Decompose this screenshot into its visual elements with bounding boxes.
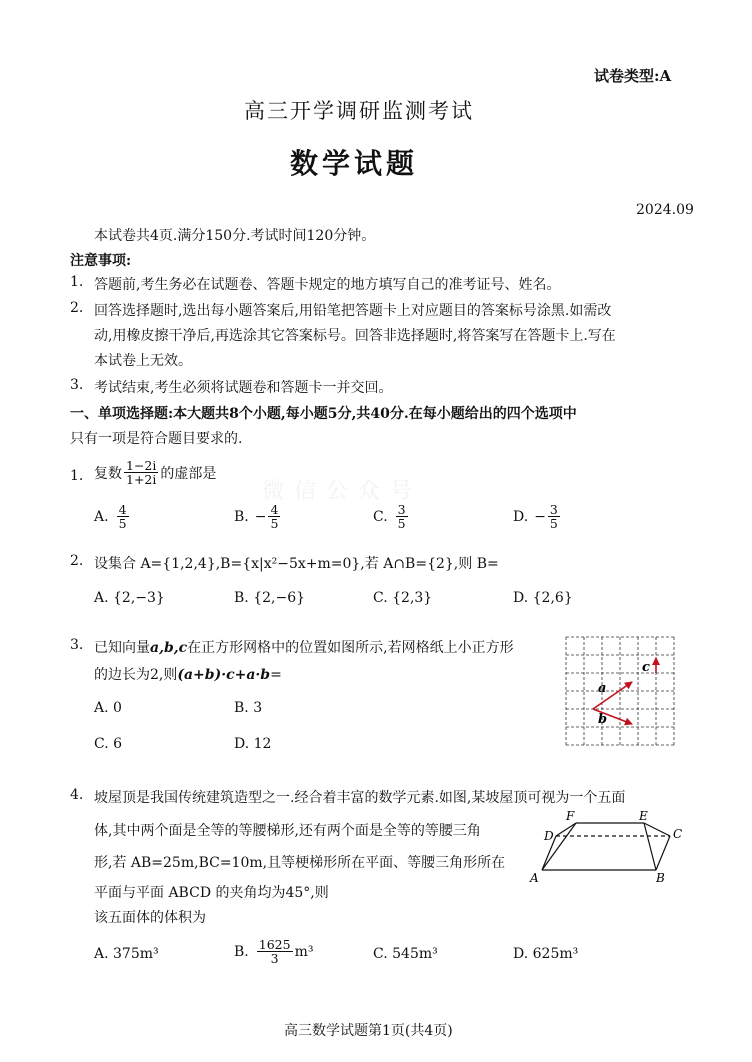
q4-option-c-text: 545m³ — [392, 946, 438, 962]
q3-vectors: a,b,c — [150, 640, 188, 656]
q1-number: 1. — [70, 468, 84, 484]
q1-option-a-den: 5 — [118, 516, 127, 532]
q4-label-E: E — [639, 809, 648, 823]
q3-option-c-label: C. — [94, 736, 109, 752]
exam-date: 2024.09 — [636, 202, 694, 218]
notice-item-2-no: 2. — [70, 300, 84, 316]
q4-number: 4. — [70, 787, 84, 803]
q3-stem-line-2 — [94, 664, 282, 684]
q3-option-c-text: 6 — [113, 736, 123, 752]
q4-roof-figure — [526, 808, 694, 888]
q2-option-c-text: {2,3} — [392, 590, 433, 606]
q2-option-b-text: {2,−6} — [253, 590, 306, 606]
notice-item-3-no: 3. — [70, 377, 84, 393]
q4-edge-CE — [644, 823, 670, 836]
q1-option-b-sign: − — [254, 508, 267, 525]
q1-stem-post: 的虚部是 — [160, 465, 217, 482]
q3-option-a-label: A. — [94, 700, 109, 716]
q1-option-c-frac — [396, 503, 408, 530]
q2-option-a — [94, 590, 165, 606]
q3-number: 3. — [70, 637, 84, 653]
q4-label-B: B — [656, 871, 665, 885]
q1-option-c-den: 5 — [397, 516, 406, 532]
q4-stem-line-2: 体,其中两个面是全等的等腰梯形,还有两个面是全等的等腰三角 — [94, 823, 481, 839]
q3-option-d-text: 12 — [253, 736, 272, 752]
q4-option-d-label: D. — [513, 946, 529, 962]
q3-stem-post: 在正方形网格中的位置如图所示,若网格纸上小正方形 — [187, 640, 514, 656]
q3-option-c — [94, 736, 122, 752]
q1-fraction-num: 1−2i — [126, 458, 157, 473]
q1-option-c — [373, 503, 410, 530]
q1-option-a-num: 4 — [118, 502, 127, 517]
q2-option-b-label: B. — [234, 590, 249, 606]
q1-option-b-label: B. — [234, 508, 249, 525]
q2-option-c-label: C. — [373, 590, 388, 606]
q4-label-C: C — [673, 827, 683, 841]
exam-name: 高三开学调研监测考试 — [244, 99, 474, 123]
notice-item-2-line-3: 本试卷上无效。 — [94, 353, 192, 369]
subject-title: 数学试题 — [290, 147, 419, 180]
paper-type: 试卷类型:A — [594, 67, 672, 85]
q1-option-a — [94, 503, 131, 530]
q4-edge-DF — [556, 823, 576, 836]
q1-option-d-sign: − — [534, 508, 546, 525]
q3-stem-pre: 已知向量 — [94, 640, 150, 656]
q3-option-d-label: D. — [234, 736, 250, 752]
q2-option-d — [513, 590, 573, 606]
page-footer: 高三数学试题第1页(共4页) — [284, 1023, 453, 1039]
q4-option-c-label: C. — [373, 946, 388, 962]
q1-option-d-label: D. — [513, 508, 529, 525]
section-heading-line-1 — [70, 403, 577, 423]
q1-stem — [94, 459, 216, 486]
q1-option-c-label: C. — [373, 508, 388, 525]
q1-option-b-num: 4 — [270, 502, 279, 517]
q1-option-b-den: 5 — [270, 516, 279, 532]
q4-option-b-label: B. — [234, 943, 249, 960]
q4-stem-line-3: 形,若 AB=25m,BC=10m,且等梗梯形所在平面、等腰三角形所在 — [94, 855, 506, 871]
q4-option-a-text: 375m³ — [113, 946, 159, 962]
q4-label-F: F — [566, 809, 575, 823]
q2-option-d-text: {2,6} — [532, 590, 573, 606]
q4-option-d-text: 625m³ — [532, 946, 579, 962]
q4-edge-BE — [644, 823, 656, 870]
q3-option-d — [234, 736, 271, 752]
section-heading-line-2: 只有一项是符合题目要求的. — [70, 431, 243, 447]
q3-label-b: b — [598, 712, 608, 727]
q4-option-b-num: 1625 — [258, 937, 291, 952]
q4-option-b — [234, 938, 313, 965]
q4-option-d — [513, 946, 578, 962]
q3-option-b-text: 3 — [253, 700, 263, 716]
q2-option-a-label: A. — [94, 590, 109, 606]
watermark: 微信公众号 — [262, 479, 423, 504]
q3-vector-grid-figure — [560, 632, 680, 750]
q3-stem-line-2-post: = — [270, 667, 282, 683]
q4-option-c — [373, 946, 438, 962]
q1-fraction — [124, 459, 158, 486]
q1-option-a-frac — [117, 503, 129, 530]
q1-option-a-label: A. — [94, 508, 109, 525]
notice-item-1-text: 答题前,考生务必在试题卷、答题卡规定的地方填写自己的准考证号、姓名。 — [94, 277, 561, 293]
section-heading-bold: 一、单项选择题:本大题共8个小题,每小题5分,共40分. — [70, 406, 409, 422]
notice-item-1-no: 1. — [70, 274, 84, 290]
q4-option-b-unit: m³ — [294, 943, 314, 960]
q4-label-A: A — [530, 871, 539, 885]
q1-option-d — [513, 503, 562, 530]
intro-text: 本试卷共4页.满分150分.考试时间120分钟。 — [94, 228, 376, 244]
q1-option-d-den: 5 — [549, 516, 558, 532]
q1-fraction-den: 1+2i — [126, 472, 157, 488]
q3-stem-line-1 — [94, 637, 514, 657]
q4-stem-line-4: 平面与平面 ABCD 的夹角均为45°,则 — [94, 885, 329, 901]
notice-item-3-text: 考试结束,考生必须将试题卷和答题卡一并交回。 — [94, 380, 393, 396]
q4-option-a-label: A. — [94, 946, 109, 962]
q4-edge-BC — [656, 836, 670, 870]
q4-label-D: D — [544, 829, 554, 843]
notice-item-2-line-2: 动,用橡皮擦干净后,再选涂其它答案标号。回答非选择题时,将答案写在答题卡上.写在 — [94, 328, 616, 344]
q4-option-b-den: 3 — [270, 951, 279, 967]
q3-option-a-text: 0 — [113, 700, 122, 716]
q4-option-b-frac — [257, 938, 293, 965]
q3-stem-line-2-pre: 的边长为2,则 — [94, 667, 178, 683]
q1-option-c-num: 3 — [397, 502, 406, 517]
q4-stem-line-1: 坡屋顶是我国传统建筑造型之一.经合着丰富的数学元素.如图,某坡屋顶可视为一个五面 — [94, 790, 626, 806]
q3-expression: (a+b)·c+a·b — [177, 667, 271, 683]
q2-option-c — [373, 590, 432, 606]
section-heading-rest: 在每小题给出的四个选项中 — [408, 406, 577, 422]
q2-stem: 设集合 A={1,2,4},B={x|x²−5x+m=0},若 A∩B={2},则 B= — [94, 556, 499, 572]
q3-option-b-label: B. — [234, 700, 249, 716]
q3-option-a — [94, 700, 122, 716]
q2-option-b — [234, 590, 305, 606]
q1-option-d-num: 3 — [549, 502, 558, 517]
q4-stem-line-5: 该五面体的体积为 — [94, 910, 206, 926]
q2-option-a-text: {2,−3} — [113, 590, 165, 606]
q2-number: 2. — [70, 553, 84, 569]
q1-stem-pre: 复数 — [94, 465, 122, 482]
notice-title: 注意事项: — [70, 253, 132, 269]
q4-option-a — [94, 946, 159, 962]
q3-option-b — [234, 700, 262, 716]
q2-option-d-label: D. — [513, 590, 529, 606]
q3-label-a: a — [598, 681, 607, 696]
q1-option-b-frac — [268, 503, 280, 530]
q1-option-d-frac — [548, 503, 560, 530]
q3-label-c: c — [642, 660, 650, 675]
notice-item-2-line-1: 回答选择题时,选出每小题答案后,用铅笔把答题卡上对应题目的答案标号涂黑.如需改 — [94, 303, 612, 319]
q1-option-b — [234, 503, 282, 530]
